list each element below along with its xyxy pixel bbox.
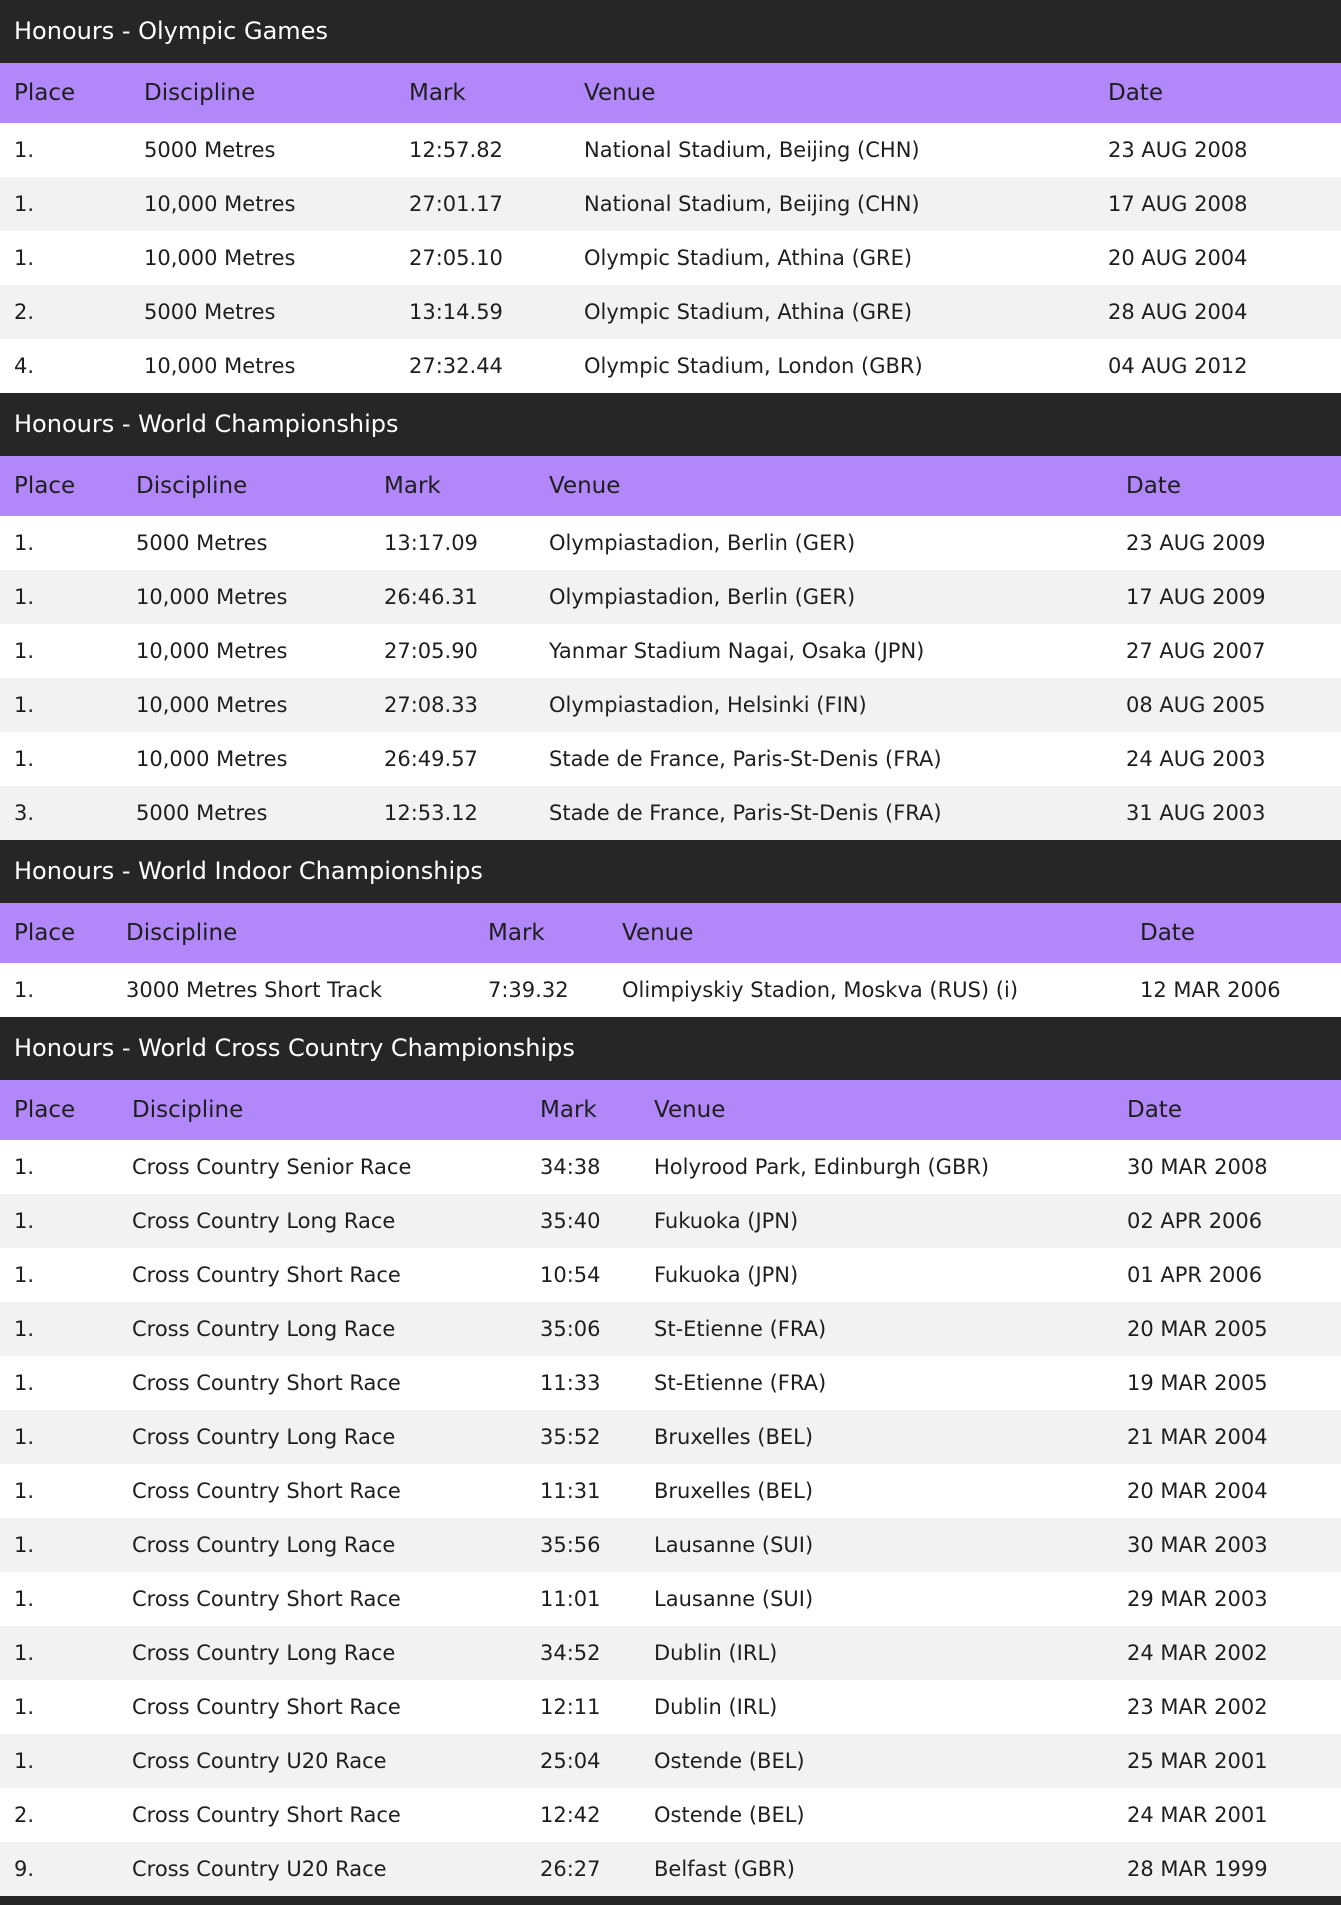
cell-mark: 26:49.57	[370, 732, 535, 786]
table-body	[0, 1140, 1341, 1896]
cell-date: 24 AUG 2003	[1112, 732, 1341, 786]
header-venue: Venue	[640, 1080, 1113, 1140]
cell-discipline: Cross Country Short Race	[118, 1356, 526, 1410]
header-mark: Mark	[395, 63, 570, 123]
cell-discipline: Cross Country Long Race	[118, 1626, 526, 1680]
table-header-row	[0, 1080, 1341, 1140]
section-title: Honours - World Indoor Championships	[0, 840, 1341, 903]
world-cross-country-section	[0, 1017, 1341, 1896]
cell-venue: Olympic Stadium, Athina (GRE)	[570, 231, 1094, 285]
cell-date: 01 APR 2006	[1113, 1248, 1341, 1302]
cell-date: 20 AUG 2004	[1094, 231, 1341, 285]
world-indoor-table	[0, 903, 1341, 1017]
table-row	[0, 624, 1341, 678]
cell-venue: Holyrood Park, Edinburgh (GBR)	[640, 1140, 1113, 1194]
cell-mark: 27:08.33	[370, 678, 535, 732]
cell-discipline: 10,000 Metres	[122, 678, 370, 732]
table-row	[0, 123, 1341, 177]
cell-discipline: Cross Country Long Race	[118, 1302, 526, 1356]
cell-place: 1.	[0, 1518, 118, 1572]
table-row	[0, 1194, 1341, 1248]
cell-place: 1.	[0, 177, 130, 231]
cell-place: 1.	[0, 678, 122, 732]
table-row	[0, 570, 1341, 624]
table-row	[0, 1842, 1341, 1896]
cell-discipline: 10,000 Metres	[130, 177, 395, 231]
table-row	[0, 1140, 1341, 1194]
cell-discipline: 5000 Metres	[130, 285, 395, 339]
cell-place: 1.	[0, 1194, 118, 1248]
cell-date: 28 AUG 2004	[1094, 285, 1341, 339]
table-row	[0, 1464, 1341, 1518]
cell-venue: Olympiastadion, Berlin (GER)	[535, 516, 1112, 570]
cell-discipline: 5000 Metres	[122, 786, 370, 840]
cell-mark: 11:33	[526, 1356, 640, 1410]
table-body	[0, 963, 1341, 1017]
table-row	[0, 1248, 1341, 1302]
cell-venue: Olympiastadion, Helsinki (FIN)	[535, 678, 1112, 732]
cell-mark: 7:39.32	[474, 963, 608, 1017]
cell-venue: Dublin (IRL)	[640, 1626, 1113, 1680]
table-row	[0, 516, 1341, 570]
cell-place: 1.	[0, 1356, 118, 1410]
cell-discipline: Cross Country Short Race	[118, 1464, 526, 1518]
cell-discipline: 10,000 Metres	[130, 231, 395, 285]
cell-venue: National Stadium, Beijing (CHN)	[570, 123, 1094, 177]
cell-place: 1.	[0, 516, 122, 570]
cell-date: 20 MAR 2005	[1113, 1302, 1341, 1356]
cell-discipline: Cross Country U20 Race	[118, 1842, 526, 1896]
world-championships-table	[0, 456, 1341, 840]
cell-venue: Dublin (IRL)	[640, 1680, 1113, 1734]
table-body	[0, 123, 1341, 393]
table-row	[0, 786, 1341, 840]
cell-discipline: 10,000 Metres	[122, 570, 370, 624]
cell-mark: 35:56	[526, 1518, 640, 1572]
cell-place: 1.	[0, 1410, 118, 1464]
cell-discipline: Cross Country Short Race	[118, 1248, 526, 1302]
header-date: Date	[1112, 456, 1341, 516]
table-row	[0, 285, 1341, 339]
cell-venue: Olympic Stadium, London (GBR)	[570, 339, 1094, 393]
cell-discipline: 5000 Metres	[122, 516, 370, 570]
cell-place: 1.	[0, 1302, 118, 1356]
cell-place: 2.	[0, 1788, 118, 1842]
cell-venue: Olimpiyskiy Stadion, Moskva (RUS) (i)	[608, 963, 1126, 1017]
table-row	[0, 1410, 1341, 1464]
cell-date: 17 AUG 2008	[1094, 177, 1341, 231]
cell-mark: 26:27	[526, 1842, 640, 1896]
table-header-row	[0, 456, 1341, 516]
table-row	[0, 678, 1341, 732]
cell-venue: Fukuoka (JPN)	[640, 1194, 1113, 1248]
olympic-games-section	[0, 0, 1341, 393]
header-place: Place	[0, 1080, 118, 1140]
cell-place: 1.	[0, 1140, 118, 1194]
cell-date: 27 AUG 2007	[1112, 624, 1341, 678]
cell-place: 9.	[0, 1842, 118, 1896]
cell-place: 1.	[0, 624, 122, 678]
cell-venue: Bruxelles (BEL)	[640, 1410, 1113, 1464]
cell-mark: 12:57.82	[395, 123, 570, 177]
table-row	[0, 963, 1341, 1017]
cell-venue: Stade de France, Paris-St-Denis (FRA)	[535, 732, 1112, 786]
header-mark: Mark	[526, 1080, 640, 1140]
header-place: Place	[0, 456, 122, 516]
cell-mark: 13:14.59	[395, 285, 570, 339]
cell-venue: Stade de France, Paris-St-Denis (FRA)	[535, 786, 1112, 840]
cell-date: 30 MAR 2008	[1113, 1140, 1341, 1194]
cell-venue: Yanmar Stadium Nagai, Osaka (JPN)	[535, 624, 1112, 678]
cell-mark: 12:42	[526, 1788, 640, 1842]
cell-venue: Ostende (BEL)	[640, 1734, 1113, 1788]
cell-mark: 25:04	[526, 1734, 640, 1788]
cell-date: 28 MAR 1999	[1113, 1842, 1341, 1896]
section-title: Honours - World Cross Country Championships	[0, 1017, 1341, 1080]
cell-discipline: 5000 Metres	[130, 123, 395, 177]
cell-discipline: Cross Country Senior Race	[118, 1140, 526, 1194]
cell-mark: 26:46.31	[370, 570, 535, 624]
table-body	[0, 516, 1341, 840]
cell-place: 1.	[0, 963, 112, 1017]
cell-mark: 11:01	[526, 1572, 640, 1626]
cell-date: 20 MAR 2004	[1113, 1464, 1341, 1518]
header-place: Place	[0, 903, 112, 963]
cell-venue: Fukuoka (JPN)	[640, 1248, 1113, 1302]
cell-discipline: Cross Country Long Race	[118, 1518, 526, 1572]
table-row	[0, 1302, 1341, 1356]
cell-discipline: Cross Country U20 Race	[118, 1734, 526, 1788]
cell-venue: Lausanne (SUI)	[640, 1518, 1113, 1572]
cell-venue: Bruxelles (BEL)	[640, 1464, 1113, 1518]
cell-date: 25 MAR 2001	[1113, 1734, 1341, 1788]
header-mark: Mark	[370, 456, 535, 516]
cell-date: 23 AUG 2008	[1094, 123, 1341, 177]
cell-mark: 27:01.17	[395, 177, 570, 231]
cell-mark: 34:52	[526, 1626, 640, 1680]
cell-discipline: Cross Country Long Race	[118, 1410, 526, 1464]
olympic-games-table	[0, 63, 1341, 393]
section-title: Honours - World Championships	[0, 393, 1341, 456]
world-championships-section	[0, 393, 1341, 840]
cell-place: 1.	[0, 231, 130, 285]
cell-date: 02 APR 2006	[1113, 1194, 1341, 1248]
table-row	[0, 177, 1341, 231]
header-discipline: Discipline	[112, 903, 474, 963]
table-row	[0, 1734, 1341, 1788]
cell-discipline: 10,000 Metres	[122, 732, 370, 786]
section-title: Honours - Olympic Games	[0, 0, 1341, 63]
table-row	[0, 1356, 1341, 1410]
cell-date: 21 MAR 2004	[1113, 1410, 1341, 1464]
cell-place: 3.	[0, 786, 122, 840]
cell-date: 31 AUG 2003	[1112, 786, 1341, 840]
cell-mark: 35:52	[526, 1410, 640, 1464]
cell-discipline: Cross Country Short Race	[118, 1788, 526, 1842]
next-section-header-edge	[0, 1896, 1341, 1905]
cell-date: 23 MAR 2002	[1113, 1680, 1341, 1734]
cell-discipline: Cross Country Long Race	[118, 1194, 526, 1248]
cell-mark: 34:38	[526, 1140, 640, 1194]
header-venue: Venue	[570, 63, 1094, 123]
cell-discipline: Cross Country Short Race	[118, 1572, 526, 1626]
header-mark: Mark	[474, 903, 608, 963]
header-date: Date	[1094, 63, 1341, 123]
header-venue: Venue	[535, 456, 1112, 516]
header-discipline: Discipline	[122, 456, 370, 516]
cell-date: 29 MAR 2003	[1113, 1572, 1341, 1626]
table-header-row	[0, 903, 1341, 963]
cell-place: 1.	[0, 732, 122, 786]
cell-venue: St-Etienne (FRA)	[640, 1302, 1113, 1356]
world-indoor-section	[0, 840, 1341, 1017]
cell-place: 1.	[0, 123, 130, 177]
cell-place: 2.	[0, 285, 130, 339]
header-venue: Venue	[608, 903, 1126, 963]
table-row	[0, 1626, 1341, 1680]
cell-place: 1.	[0, 1464, 118, 1518]
cell-mark: 35:40	[526, 1194, 640, 1248]
cell-discipline: 10,000 Metres	[130, 339, 395, 393]
cell-date: 08 AUG 2005	[1112, 678, 1341, 732]
cell-mark: 27:32.44	[395, 339, 570, 393]
table-row	[0, 231, 1341, 285]
table-row	[0, 339, 1341, 393]
cell-mark: 35:06	[526, 1302, 640, 1356]
cell-date: 19 MAR 2005	[1113, 1356, 1341, 1410]
cell-date: 12 MAR 2006	[1126, 963, 1341, 1017]
cell-discipline: 3000 Metres Short Track	[112, 963, 474, 1017]
cell-mark: 10:54	[526, 1248, 640, 1302]
cell-place: 4.	[0, 339, 130, 393]
cell-venue: Olympic Stadium, Athina (GRE)	[570, 285, 1094, 339]
header-discipline: Discipline	[118, 1080, 526, 1140]
cell-place: 1.	[0, 1572, 118, 1626]
header-date: Date	[1113, 1080, 1341, 1140]
table-row	[0, 1518, 1341, 1572]
cell-date: 23 AUG 2009	[1112, 516, 1341, 570]
table-row	[0, 1680, 1341, 1734]
cell-date: 24 MAR 2001	[1113, 1788, 1341, 1842]
cell-mark: 11:31	[526, 1464, 640, 1518]
cell-venue: Olympiastadion, Berlin (GER)	[535, 570, 1112, 624]
cell-venue: Ostende (BEL)	[640, 1788, 1113, 1842]
cell-place: 1.	[0, 1626, 118, 1680]
cell-date: 24 MAR 2002	[1113, 1626, 1341, 1680]
header-date: Date	[1126, 903, 1341, 963]
cell-venue: St-Etienne (FRA)	[640, 1356, 1113, 1410]
header-discipline: Discipline	[130, 63, 395, 123]
cell-date: 17 AUG 2009	[1112, 570, 1341, 624]
cell-mark: 27:05.10	[395, 231, 570, 285]
cell-venue: Belfast (GBR)	[640, 1842, 1113, 1896]
cell-place: 1.	[0, 1680, 118, 1734]
cell-discipline: 10,000 Metres	[122, 624, 370, 678]
world-cross-country-table	[0, 1080, 1341, 1896]
cell-mark: 12:11	[526, 1680, 640, 1734]
cell-date: 30 MAR 2003	[1113, 1518, 1341, 1572]
header-place: Place	[0, 63, 130, 123]
cell-place: 1.	[0, 1248, 118, 1302]
cell-venue: Lausanne (SUI)	[640, 1572, 1113, 1626]
cell-mark: 27:05.90	[370, 624, 535, 678]
table-header-row	[0, 63, 1341, 123]
cell-place: 1.	[0, 570, 122, 624]
cell-mark: 12:53.12	[370, 786, 535, 840]
table-row	[0, 1572, 1341, 1626]
cell-place: 1.	[0, 1734, 118, 1788]
cell-date: 04 AUG 2012	[1094, 339, 1341, 393]
table-row	[0, 1788, 1341, 1842]
cell-mark: 13:17.09	[370, 516, 535, 570]
cell-discipline: Cross Country Short Race	[118, 1680, 526, 1734]
table-row	[0, 732, 1341, 786]
cell-venue: National Stadium, Beijing (CHN)	[570, 177, 1094, 231]
